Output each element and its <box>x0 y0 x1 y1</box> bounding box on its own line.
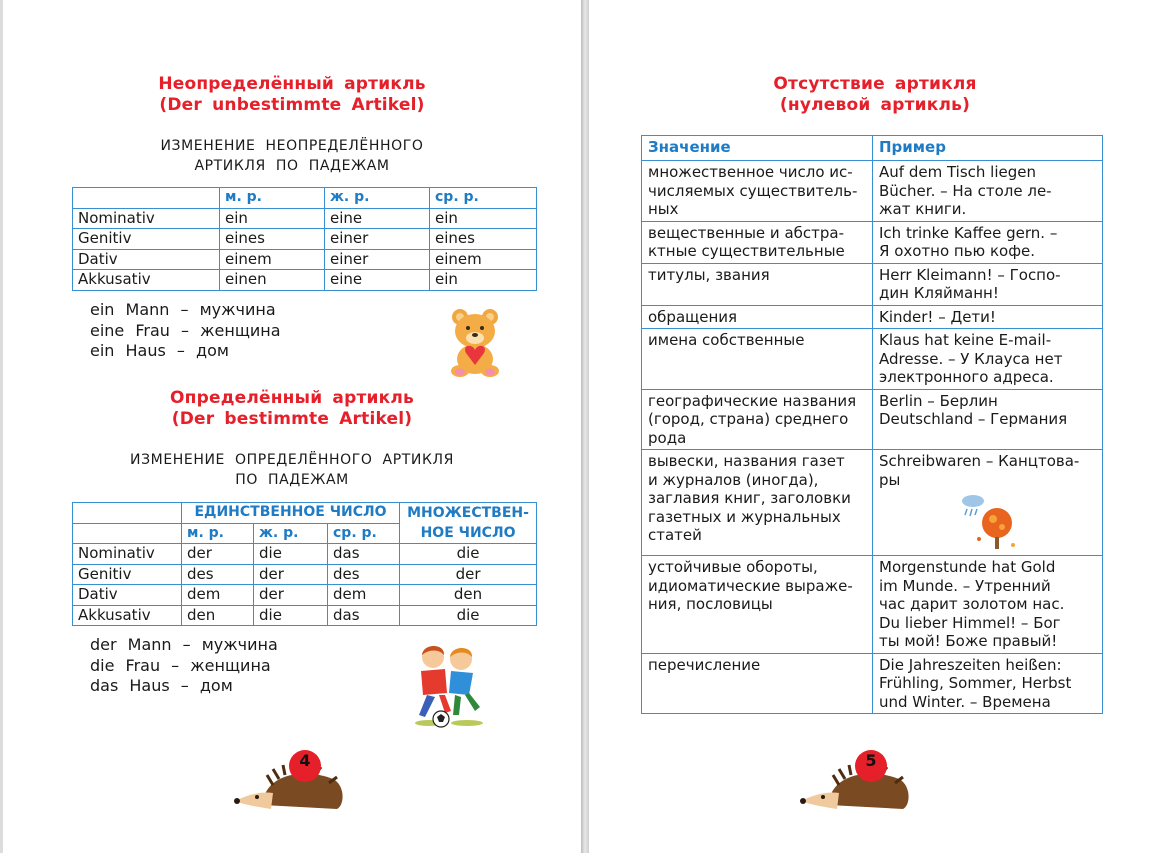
table-cell: die <box>254 605 328 626</box>
table-header: Пример <box>873 136 1103 161</box>
table-cell: eines <box>220 229 325 250</box>
table-row <box>642 161 1103 222</box>
table-cell: географические названия (город, страна) среднего рода <box>642 389 873 450</box>
example-line: der Mann – мужчина <box>90 635 278 654</box>
page-number: 4 <box>299 751 311 770</box>
table-header <box>73 188 220 209</box>
table-header: ср. р. <box>430 188 537 209</box>
table-row <box>73 605 537 626</box>
example-line: ein Mann – мужчина <box>90 300 276 319</box>
page-number-badge <box>233 745 353 819</box>
table-row <box>642 653 1103 714</box>
example-line: eine Frau – женщина <box>90 320 281 340</box>
table-cell: der <box>254 564 328 585</box>
definite-article-table <box>72 502 537 626</box>
table-cell: Kinder! – Дети! <box>873 305 1103 329</box>
table-cell-text: Schreibwaren – Канцтова- ры <box>879 452 1080 489</box>
table-cell: ein <box>430 208 537 229</box>
table-cell: einer <box>325 249 430 270</box>
book-gutter <box>581 0 589 853</box>
example-line: das Haus – дом <box>90 676 233 695</box>
table-cell: dem <box>182 585 254 606</box>
page-number-badge <box>799 745 919 819</box>
table-header <box>400 503 537 544</box>
table-row <box>73 208 537 229</box>
table-cell: einer <box>325 229 430 250</box>
table-cell: имена собственные <box>642 329 873 390</box>
table-header <box>73 523 182 544</box>
table-cell: die <box>400 544 537 565</box>
example-line: ein Haus – дом <box>90 341 229 360</box>
indefinite-examples <box>90 300 281 362</box>
indefinite-subtitle <box>3 136 581 176</box>
table-cell: Berlin – Берлин Deutschland – Германия <box>873 389 1103 450</box>
table-row <box>642 450 1103 556</box>
table-cell: dem <box>328 585 400 606</box>
table-cell: Akkusativ <box>73 605 182 626</box>
table-row <box>642 329 1103 390</box>
subtitle-line: ИЗМЕНЕНИЕ НЕОПРЕДЕЛЁННОГО <box>160 138 424 154</box>
table-header: ср. р. <box>328 523 400 544</box>
table-row <box>73 544 537 565</box>
subtitle-line: ИЗМЕНЕНИЕ ОПРЕДЕЛЁННОГО АРТИКЛЯ <box>130 452 454 468</box>
table-cell: Dativ <box>73 249 220 270</box>
table-cell: einen <box>220 270 325 291</box>
left-page <box>3 0 581 853</box>
table-cell: des <box>182 564 254 585</box>
table-row <box>642 556 1103 654</box>
table-cell: Akkusativ <box>73 270 220 291</box>
table-row <box>73 564 537 585</box>
table-row <box>73 270 537 291</box>
table-cell: множественное число ис- числяемых существитель- ных <box>642 161 873 222</box>
table-cell: вещественные и абстра- ктные существительные <box>642 221 873 263</box>
table-header: м. р. <box>182 523 254 544</box>
table-cell: титулы, звания <box>642 263 873 305</box>
table-header: м. р. <box>220 188 325 209</box>
table-cell: Herr Kleimann! – Госпо- дин Кляйманн! <box>873 263 1103 305</box>
zero-article-table <box>641 135 1103 714</box>
header-line: МНОЖЕСТВЕН- <box>407 505 529 521</box>
table-cell: die <box>400 605 537 626</box>
table-row <box>73 249 537 270</box>
kids-football-illustration <box>405 643 493 729</box>
table-header: ж. р. <box>254 523 328 544</box>
right-page <box>589 0 1171 853</box>
table-row <box>642 263 1103 305</box>
table-cell <box>873 450 1103 556</box>
table-cell: Dativ <box>73 585 182 606</box>
table-cell: der <box>400 564 537 585</box>
hedgehog-icon <box>799 745 919 815</box>
table-cell: перечисление <box>642 653 873 714</box>
title-line: Неопределённый артикль <box>158 74 426 94</box>
table-cell: Klaus hat keine E-mail- Adresse. – У Клауса нет электронного адреса. <box>873 329 1103 390</box>
table-cell: устойчивые обороты, идиоматические выраже- ния, пословицы <box>642 556 873 654</box>
subtitle-line: ПО ПАДЕЖАМ <box>235 472 349 488</box>
table-row <box>642 305 1103 329</box>
page-number: 5 <box>865 751 877 770</box>
table-row <box>642 389 1103 450</box>
table-cell: eines <box>430 229 537 250</box>
table-cell: das <box>328 544 400 565</box>
table-cell: den <box>182 605 254 626</box>
table-cell: den <box>400 585 537 606</box>
example-line: die Frau – женщина <box>90 655 271 675</box>
teddy-bear-illustration <box>446 307 510 379</box>
table-cell: обращения <box>642 305 873 329</box>
table-cell: Morgenstunde hat Gold im Munde. – Утренний час дарит золотом нас. Du lieber Himmel! – Бог ты мой! Боже правый! <box>873 556 1103 654</box>
table-cell: Genitiv <box>73 564 182 585</box>
header-line: НОЕ ЧИСЛО <box>420 525 516 541</box>
table-cell: Genitiv <box>73 229 220 250</box>
table-cell: der <box>182 544 254 565</box>
table-cell: Ich trinke Kaffee gern. – Я охотно пью кофе. <box>873 221 1103 263</box>
table-cell: des <box>328 564 400 585</box>
table-cell: ein <box>430 270 537 291</box>
title-line: Определённый артикль <box>170 388 414 408</box>
definite-subtitle <box>3 450 581 490</box>
table-cell: die <box>254 544 328 565</box>
indefinite-article-table <box>72 187 537 291</box>
table-cell: der <box>254 585 328 606</box>
table-row <box>642 221 1103 263</box>
autumn-tree-illustration <box>959 491 1019 553</box>
table-header: Значение <box>642 136 873 161</box>
table-cell: eine <box>325 208 430 229</box>
definite-examples <box>90 635 278 697</box>
table-cell: ein <box>220 208 325 229</box>
hedgehog-icon <box>233 745 353 815</box>
title-line: (нулевой артикль) <box>779 94 971 115</box>
table-cell: einem <box>220 249 325 270</box>
table-cell: Nominativ <box>73 208 220 229</box>
title-line: Отсутствие артикля <box>773 74 977 94</box>
zero-article-title <box>589 74 1171 115</box>
table-row <box>73 585 537 606</box>
definite-article-title <box>3 388 581 429</box>
title-line: (Der unbestimmte Artikel) <box>159 94 425 115</box>
table-cell: einem <box>430 249 537 270</box>
indefinite-article-title <box>3 74 581 115</box>
table-header: ЕДИНСТВЕННОЕ ЧИСЛО <box>182 503 400 524</box>
table-header: ж. р. <box>325 188 430 209</box>
table-cell: Auf dem Tisch liegen Bücher. – На столе ле- жат книги. <box>873 161 1103 222</box>
table-cell: das <box>328 605 400 626</box>
table-header <box>73 503 182 524</box>
table-cell: eine <box>325 270 430 291</box>
table-cell: вывески, названия газет и журналов (иногда), заглавия книг, заголовки газетных и журнальных статей <box>642 450 873 556</box>
table-row <box>73 229 537 250</box>
table-cell: Die Jahreszeiten heißen: Frühling, Sommer, Herbst und Winter. – Времена <box>873 653 1103 714</box>
subtitle-line: АРТИКЛЯ ПО ПАДЕЖАМ <box>194 158 390 174</box>
title-line: (Der bestimmte Artikel) <box>171 408 413 429</box>
table-cell: Nominativ <box>73 544 182 565</box>
